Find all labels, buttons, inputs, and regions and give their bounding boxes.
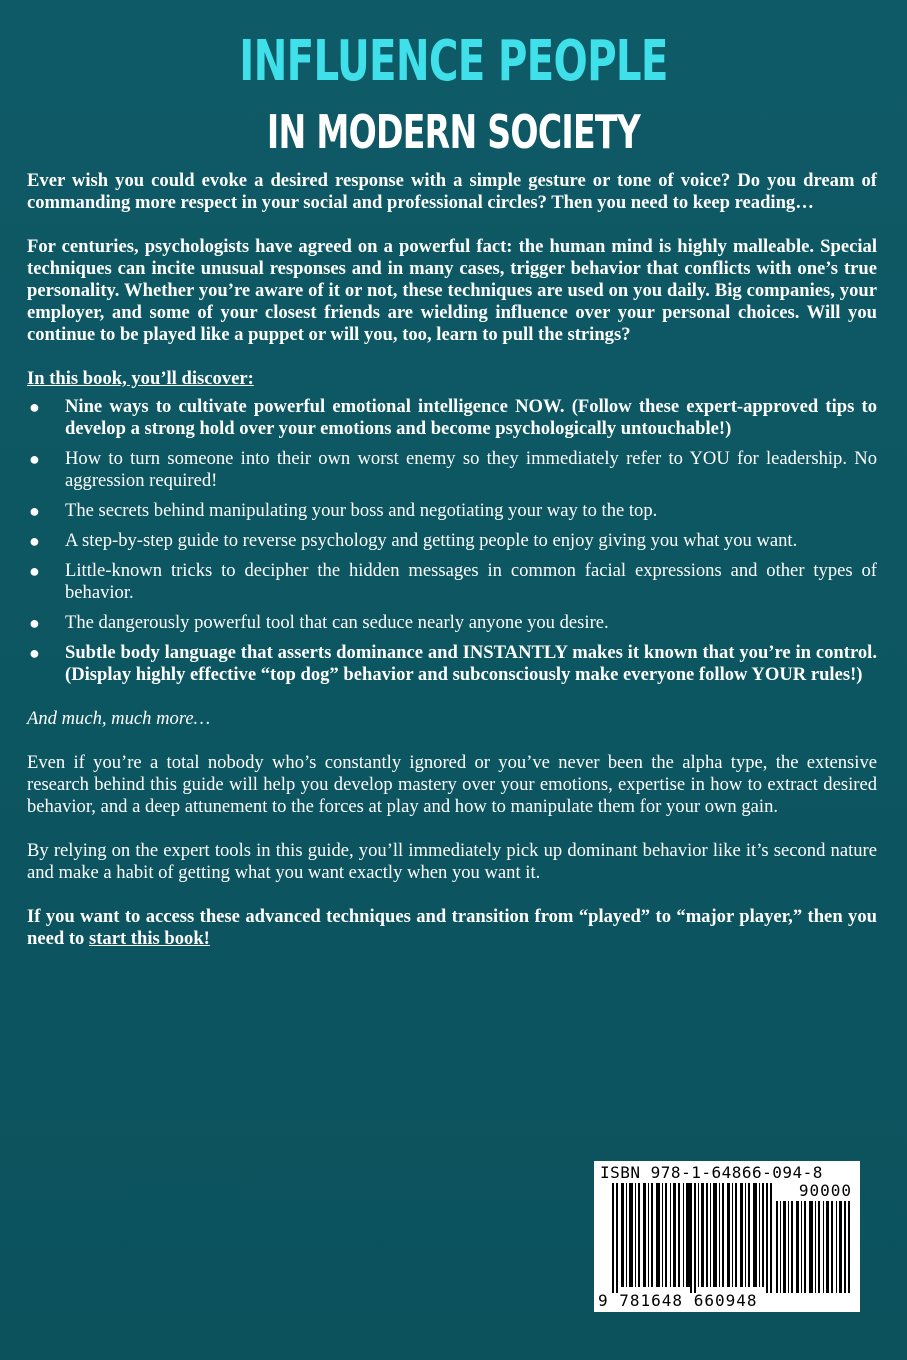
isbn-label: ISBN 978-1-64866-094-8 <box>600 1163 823 1182</box>
bullet-icon: ● <box>29 501 40 521</box>
list-item: ● How to turn someone into their own worst enemy so they immediately refer to YOU for leadership. No aggression required! <box>29 448 877 491</box>
nobody-paragraph: Even if you’re a total nobody who’s constantly ignored or you’ve never been the alpha type, the extensive research behind this guide will help you develop mastery over your emotions, expertise in how to extract desired behavior, and a deep attunement to the forces at play and how to manipulate them for your own gain. <box>27 752 877 817</box>
list-item: ● The secrets behind manipulating your boss and negotiating your way to the top. <box>29 500 658 521</box>
discover-list <box>27 396 877 686</box>
blurb <box>27 170 877 950</box>
title-line-2: IN MODERN SOCIETY <box>266 105 641 159</box>
bullet-icon: ● <box>29 449 40 469</box>
bullet-icon: ● <box>29 531 40 551</box>
call-to-action <box>27 906 877 950</box>
isbn-barcode <box>594 1161 860 1312</box>
bullet-icon: ● <box>29 643 40 663</box>
list-item: ● Little-known tricks to decipher the hidden messages in common facial expressions and other types of behavior. <box>29 560 877 603</box>
discover-heading: In this book, you’ll discover: <box>27 368 254 389</box>
expert-tools-paragraph: By relying on the expert tools in this guide, you’ll immediately pick up dominant behavior like it’s second nature and make a habit of getting what you want exactly when you want it. <box>27 840 877 883</box>
ean-bars <box>612 1183 772 1293</box>
title-line-1: INFLUENCE PEOPLE <box>239 29 668 94</box>
start-book-link[interactable]: start this book! <box>88 928 210 949</box>
and-much-more: And much, much more… <box>27 708 211 729</box>
isbn-digits: 9 781648 660948 <box>598 1291 758 1310</box>
list-item: ● A step-by-step guide to reverse psychology and getting people to enjoy giving you what you want. <box>29 530 798 551</box>
bullet-icon: ● <box>29 561 40 581</box>
book-title <box>0 22 907 162</box>
centuries-paragraph: For centuries, psychologists have agreed on a powerful fact: the human mind is highly malleable. Special techniques can incite unusual responses and in many cases, trigger behavior that conflicts with one’s true personality. Whether you’re aware of it or not, these techniques are used on you daily. Big companies, your employer, and some of your closest friends are wielding influence over your personal choices. Will you continue to be played like a puppet or will you, too, learn to pull the strings? <box>27 236 877 345</box>
cta-text: If you want to access these advanced techniques and transition from “played” to “major player,” then you need to <box>27 906 877 949</box>
intro-paragraph: Ever wish you could evoke a desired response with a simple gesture or tone of voice? Do you dream of commanding more respect in your social and professional circles? Then you need to keep reading… <box>27 170 877 213</box>
list-item: ● The dangerously powerful tool that can seduce nearly anyone you desire. <box>29 612 609 633</box>
price-code: 90000 <box>798 1181 852 1200</box>
list-item: ● Nine ways to cultivate powerful emotional intelligence NOW. (Follow these expert-approved tips to develop a strong hold over your emotions and become psychologically untouchable!) <box>29 396 877 439</box>
bullet-icon: ● <box>29 397 40 417</box>
bullet-icon: ● <box>29 613 40 633</box>
price-bars <box>776 1201 850 1293</box>
list-item: ● Subtle body language that asserts dominance and INSTANTLY makes it known that you’re in control. (Display highly effective “top dog” behavior and subconsciously make everyone follow YOUR rules!) <box>29 642 877 685</box>
